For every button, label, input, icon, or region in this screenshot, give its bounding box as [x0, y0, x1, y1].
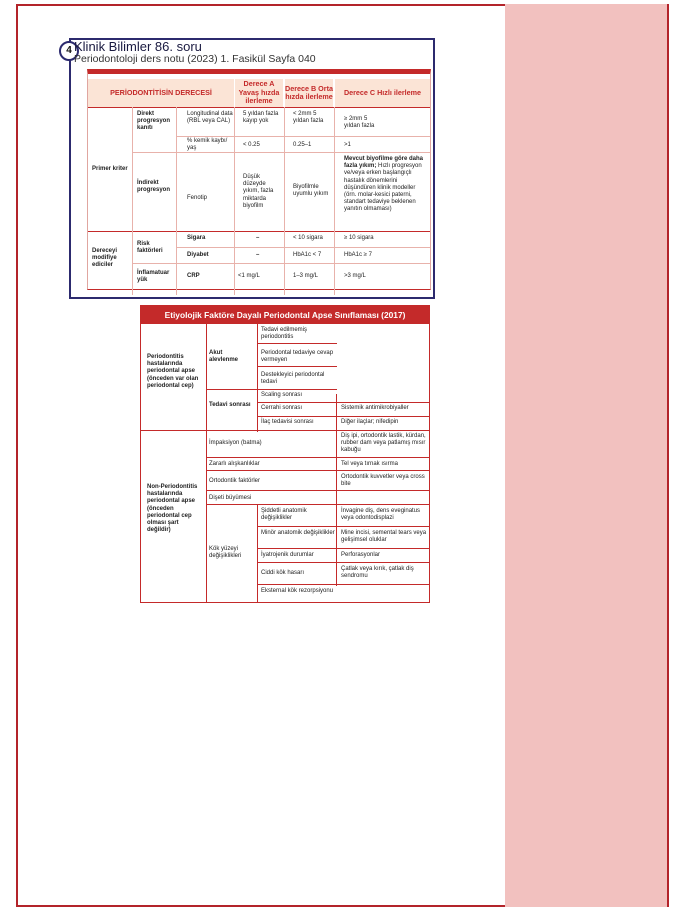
row-divider	[257, 548, 429, 549]
crp-grade-c: >3 mg/L	[344, 273, 366, 279]
phenotype-grade-a: Düşük düzeyde yıkım, fazla miktarda biyofilm	[243, 174, 274, 209]
non-responsive-therapy: Periodontal tedaviye cevap vermeyen	[261, 350, 334, 364]
col-divider	[257, 504, 258, 602]
diabetes-label: Diyabet	[187, 252, 209, 258]
indirect-evidence-label: İndirekt progresyon	[137, 180, 171, 194]
row-divider	[176, 136, 430, 137]
table1-header-grade-b: Derece B Orta hızda ilerleme	[285, 79, 333, 107]
longitudinal-grade-b: < 2mm 5 yıldan fazla	[293, 111, 324, 125]
page-margin-band	[505, 4, 667, 907]
table1-header-title: PERİODONTİTİSİN DERECESİ	[88, 79, 234, 107]
diabetes-grade-a: –	[256, 252, 260, 258]
col-divider	[284, 107, 285, 295]
diabetes-grade-b: HbA1c < 7	[293, 252, 322, 258]
bone-loss-grade-b: 0.25–1	[293, 142, 312, 148]
untreated-periodontitis: Tedavi edilmemiş periodontitis	[261, 327, 308, 341]
row-divider	[257, 343, 337, 344]
header-divider	[334, 79, 335, 107]
phenotype-grade-c	[344, 156, 428, 214]
row-divider	[88, 107, 430, 108]
modifiers-label: Dereceyi modifiye ediciler	[92, 248, 118, 269]
longitudinal-grade-a: 5 yıldan fazla kayıp yok	[243, 111, 279, 125]
minor-anatomic-examples: Mine incisi, semental tears veya gelişimsel oluklar	[341, 530, 427, 544]
acute-exacerbation-label: Akut alevlenme	[209, 350, 239, 364]
gingival-overgrowth-label: Dişeti büyümesi	[209, 495, 252, 501]
table2-title: Etiyolojik Faktöre Dayalı Periodontal Apse Sınıflaması (2017)	[141, 306, 429, 324]
harmful-habits-label: Zararlı alışkanlıklar	[209, 461, 260, 467]
iatrogenic-examples: Perforasyonlar	[341, 552, 381, 558]
post-treatment-label: Tedavi sonrası	[209, 402, 251, 408]
iatrogenic-conditions: İyatrojenik durumlar	[261, 552, 314, 558]
risk-factors-label: Risk faktörleri	[137, 241, 163, 255]
row-divider	[257, 562, 429, 563]
severe-anatomic-examples: İnvagine diş, dens eveginatus veya odontodisplazi	[341, 508, 421, 522]
periodontitis-grade-table	[87, 69, 431, 290]
col-divider	[176, 107, 177, 295]
row-divider	[257, 402, 429, 403]
harmful-habits-examples: Tel veya tırnak ısırma	[341, 461, 399, 467]
table1-header-grade-c: Derece C Hızlı ilerleme	[335, 79, 430, 107]
impaction-examples: Diş ipi, ortodontik lastik, kürdan, rubber dam veya patlamış mısır kabuğu	[341, 433, 426, 454]
row-divider	[257, 526, 429, 527]
orthodontic-factors-label: Ortodontik faktörler	[209, 478, 261, 484]
crp-label: CRP	[187, 273, 200, 279]
smoking-label: Sigara	[187, 235, 206, 241]
longitudinal-label: Longitudinal data (RBL veya CAL)	[187, 111, 233, 125]
header-divider	[284, 79, 285, 107]
severe-root-damage: Ciddi kök hasarı	[261, 570, 305, 576]
phenotype-grade-c-emphasis: Mevcut biyofilme göre daha fazla yıkım;	[344, 156, 424, 170]
post-scaling: Scaling sonrası	[261, 392, 303, 398]
external-root-resorption: Eksternal kök rezorpsiyonu	[261, 588, 334, 594]
group-non-periodontitis-label: Non-Periodontitis hastalarında periodontal apse (önceden periodontal cep olması şart değildir)	[147, 484, 198, 534]
col-divider	[234, 107, 235, 295]
col-divider	[336, 504, 337, 586]
question-source: Periodontoloji ders notu (2023) 1. Fasikül Sayfa 040	[74, 53, 316, 65]
smoking-grade-c: ≥ 10 sigara	[344, 235, 374, 241]
col-divider	[132, 107, 133, 295]
row-divider	[206, 490, 429, 491]
row-divider	[206, 470, 429, 471]
row-divider	[141, 430, 429, 431]
row-divider	[88, 231, 430, 232]
row-divider	[206, 389, 337, 390]
crp-grade-b: 1–3 mg/L	[293, 273, 319, 279]
periodontal-abscess-table	[140, 305, 430, 603]
inflammatory-load-label: İnflamatuar yük	[137, 270, 170, 284]
row-divider	[206, 457, 429, 458]
root-surface-changes-label: Kök yüzeyi değişiklikleri	[209, 546, 242, 560]
row-divider	[206, 504, 429, 505]
bone-loss-grade-a: < 0.25	[243, 142, 260, 148]
smoking-grade-a: –	[256, 235, 260, 241]
crp-grade-a: <1 mg/L	[238, 273, 260, 279]
root-damage-examples: Çatlak veya kırık, çatlak diş sendromu	[341, 566, 414, 580]
table1-header-grade-a: Derece A Yavaş hızda ilerleme	[235, 79, 283, 107]
group-periodontitis-label: Periodontitis hastalarında periodontal apse (önceden var olan periodontal cep)	[147, 354, 199, 389]
supportive-therapy: Destekleyici periodontal tedavi	[261, 372, 325, 386]
other-drugs: Diğer ilaçlar; nifedipin	[341, 419, 399, 425]
header-divider	[234, 79, 235, 107]
page-margin-border	[667, 4, 669, 907]
longitudinal-grade-c: ≥ 2mm 5 yıldan fazla	[344, 116, 375, 130]
severe-anatomic-changes: Şiddetli anatomik değişiklikler	[261, 508, 307, 522]
col-divider	[336, 432, 337, 514]
minor-anatomic-changes: Minör anatomik değişiklikler	[261, 530, 335, 536]
row-divider	[257, 366, 337, 367]
diabetes-grade-c: HbA1c ≥ 7	[344, 252, 372, 258]
question-badge: 4	[59, 41, 79, 61]
phenotype-grade-b: Biyofilmle uyumlu yıkım	[293, 184, 329, 198]
col-divider	[334, 107, 335, 295]
col-divider	[206, 324, 207, 602]
primary-criterion-label: Primer kriter	[92, 166, 128, 172]
smoking-grade-b: < 10 sigara	[293, 235, 323, 241]
post-surgery: Cerrahi sonrası	[261, 405, 303, 411]
row-divider	[176, 247, 430, 248]
bone-loss-label: % kemik kaybı/ yaş	[187, 138, 228, 152]
impaction-label: İmpaksiyon (batma)	[209, 440, 262, 446]
systemic-antimicrobials: Sistemik antimikrobiyaller	[341, 405, 409, 411]
phenotype-label: Fenotip	[187, 195, 208, 201]
phenotype-grade-c-detail: Hızlı progresyon ve/veya erken başlangıçlı hastalık dönemlerini düşündüren klinik modeller (örn. molar-kesici paterni, standart tedaviye beklenen yanıtın olmaması)	[344, 163, 422, 213]
row-divider	[257, 416, 429, 417]
row-divider	[257, 584, 429, 585]
orthodontic-factors-examples: Ortodontik kuvvetler veya cross bite	[341, 474, 425, 488]
question-title: Klinik Bilimler 86. soru	[74, 39, 202, 54]
bone-loss-grade-c: >1	[344, 142, 351, 148]
col-divider	[336, 394, 337, 432]
direct-evidence-label: Direkt progresyon kanıtı	[137, 111, 171, 132]
post-medication: İlaç tedavisi sonrası	[261, 419, 314, 425]
